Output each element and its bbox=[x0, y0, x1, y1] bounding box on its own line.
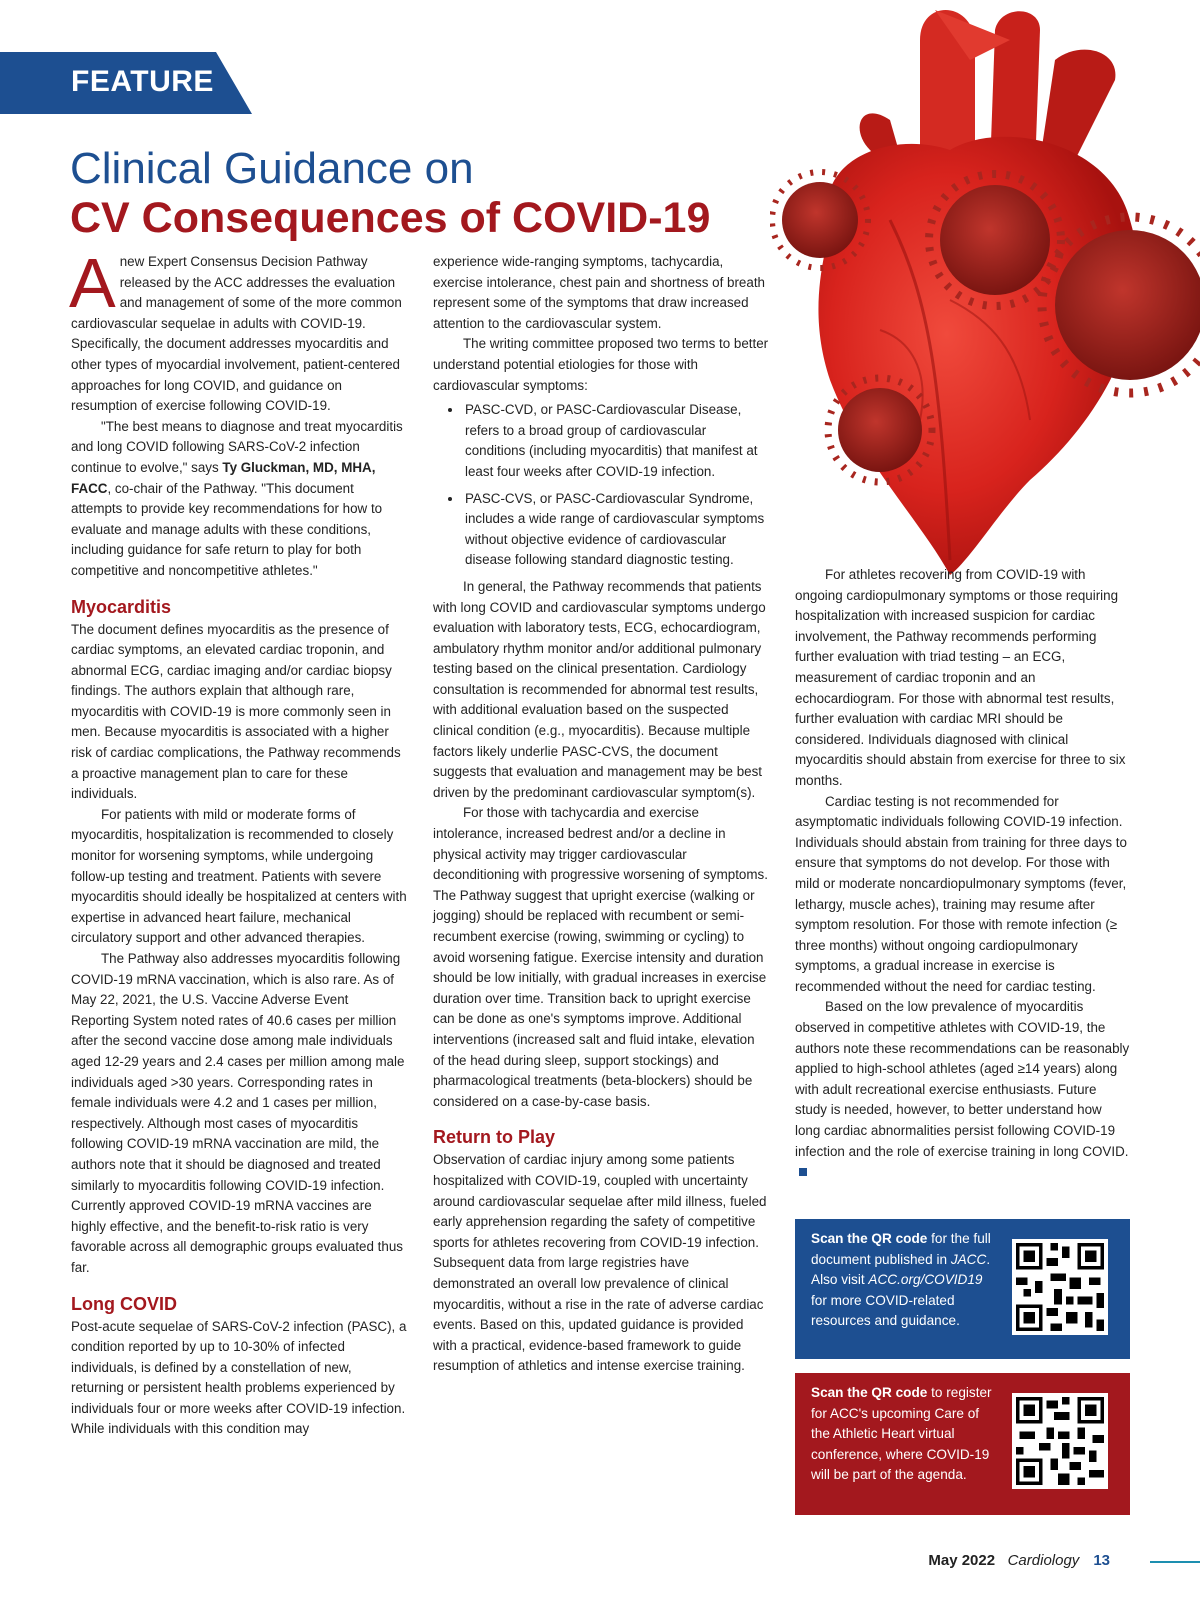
article-column-2 bbox=[433, 252, 769, 1377]
qr1-link[interactable]: ACC.org/COVID19 bbox=[868, 1272, 983, 1287]
return-to-play-paragraph-4 bbox=[795, 997, 1130, 1182]
footer-rule bbox=[1150, 1561, 1200, 1563]
intro-text: new Expert Consensus Decision Pathway released by the ACC addresses the evaluation and management of some of the more common cardiovascular sequelae in adults with COVID-19. Specifically, the document addresses myocarditis and other types of myocardial involvement, patient-centered approaches for long COVID, and guidance on resumption of exercise following COVID-19. bbox=[71, 254, 402, 414]
qr-callout-jacc bbox=[795, 1219, 1130, 1359]
heading-myocarditis: Myocarditis bbox=[71, 596, 172, 617]
footer-date: May 2022 bbox=[928, 1552, 996, 1569]
pasc-term-list bbox=[433, 400, 769, 571]
heart-virus-illustration bbox=[770, 0, 1200, 580]
intro-paragraph bbox=[69, 244, 407, 417]
drop-cap: A bbox=[69, 244, 116, 322]
quote-text-b: , co-chair of the Pathway. "This document attempts to provide key recommendations for how to evaluate and manage adults with these conditions, including guidance for safe return to play for both competitive and noncompetitive athletes." bbox=[71, 480, 383, 578]
footer-magazine: Cardiology bbox=[1007, 1552, 1080, 1569]
qr1-text-1: for the full document published in bbox=[811, 1231, 991, 1267]
quote-text-a: "The best means to diagnose and treat myocarditis and long COVID following SARS-CoV-2 infection continue to evolve," says bbox=[71, 418, 403, 475]
article-title-line2: CV Consequences of COVID-19 bbox=[70, 194, 711, 242]
article-title-line1: Clinical Guidance on bbox=[70, 144, 474, 193]
qr1-text-2: . Also visit bbox=[811, 1251, 991, 1287]
myocarditis-paragraph-2: For patients with mild or moderate forms of myocarditis, hospitalization is recommended to closely monitor for worsening symptoms, while undergoing follow-up testing and treatment. Patients with severe myocarditis should ideally be hospitalized at centers with expertise in advanced heart failure, mechanical circulatory support and other advanced therapies. bbox=[71, 806, 407, 946]
qr1-bold: Scan the QR code bbox=[811, 1231, 928, 1246]
myocarditis-paragraph-3: The Pathway also addresses myocarditis following COVID-19 mRNA vaccination, which is also rare. As of May 22, 2021, the U.S. Vaccine Adverse Event Reporting System noted rates of 40.6 cases per million after the second vaccine dose among male individuals aged 12-29 years and 2.4 cases per million among male individuals aged >30 years. Corresponding rates in female individuals were 4.2 and 1 cases per million, respectively. Although most cases of myocarditis following COVID-19 mRNA vaccination are mild, the authors note that it should be diagnosed and treated similarly to myocarditis following COVID-19 infection. Currently approved COVID-19 mRNA vaccines are highly effective, and the benefit-to-risk ratio is very favorable across all demographic groups evaluated thus far. bbox=[71, 951, 405, 1275]
qr-code-icon[interactable] bbox=[1012, 1239, 1108, 1335]
heading-long-covid: Long COVID bbox=[71, 1293, 177, 1314]
qr2-text-1: to register for ACC's upcoming Care of the Athletic Heart virtual conference, where COVID-19 will be part of the agenda. bbox=[811, 1385, 992, 1482]
quote-author: Ty Gluckman, MD, MHA, FACC bbox=[71, 459, 376, 496]
list-item-pasc-cvd: • PASC-CVD, or PASC-Cardiovascular Disease, refers to a broad group of cardiovascular conditions (including myocarditis) that manifest at least four weeks after COVID-19 infection. bbox=[463, 400, 769, 482]
myocarditis-paragraph-1: The document defines myocarditis as the presence of cardiac symptoms, an elevated cardiac troponin, and abnormal ECG, cardiac imaging and/or cardiac biopsy findings. The authors explain that although rare, myocarditis with COVID-19 is more commonly seen in men. Because myocarditis is associated with a higher risk of cardiac complications, the Pathway recommends a proactive management plan to care for these individuals. bbox=[71, 621, 401, 802]
article-column-1 bbox=[69, 244, 407, 1440]
long-covid-paragraph-5: For those with tachycardia and exercise intolerance, increased bedrest and/or a decline in physical activity may trigger cardiovascular deconditioning with progressive worsening of symptoms. The Pathway suggest that upright exercise (walking or jogging) should be replaced with recumbent or semi-recumbent exercise (rowing, swimming or cycling) to avoid worsening fatigue. Exercise intensity and duration should be low initially, with gradual increases in exercise duration over time. Transition back to upright exercise can be done as one's symptoms improve. Additional interventions (increased salt and fluid intake, elevation of the head during sleep, support stockings) and pharmacological treatments (beta-blockers) should be considered on a case-by-case basis. bbox=[433, 805, 768, 1109]
qr-code-icon[interactable] bbox=[1012, 1393, 1108, 1489]
qr-callout-conference bbox=[795, 1373, 1130, 1515]
return-to-play-paragraph-4-text: Based on the low prevalence of myocarditis observed in competitive athletes with COVID-19, the authors note these recommendations can be reasonably applied to high-school athletes (aged ≥14 years) along with adult recreational exercise enthusiasts. Future study is needed, however, to better understand how long cardiac abnormalities persist following COVID-19 infection and the role of exercise training in long COVID. bbox=[795, 999, 1130, 1159]
long-covid-paragraph-2: experience wide-ranging symptoms, tachycardia, exercise intolerance, chest pain and shortness of breath represent some of the symptoms that draw increased attention to the cardiovascular system. bbox=[433, 254, 765, 331]
return-to-play-paragraph-1: Observation of cardiac injury among some patients hospitalized with COVID-19, coupled with uncertainty around cardiovascular sequelae after mild illness, fueled early apprehension regarding the safety of competitive sports for athletes recovering from COVID-19 infection. Subsequent data from large registries have demonstrated an overall low prevalence of clinical myocarditis, without a rise in the rate of adverse cardiac events. Based on this, updated guidance is provided with a practical, evidence-based framework to guide resumption of athletics and intense exercise training. bbox=[433, 1152, 767, 1374]
qr1-journal: JACC bbox=[950, 1251, 987, 1267]
return-to-play-paragraph-2: For athletes recovering from COVID-19 with ongoing cardiopulmonary symptoms or those requiring hospitalization with increased suspicion for cardiac involvement, the Pathway recommends performing further evaluation with triad testing – an ECG, measurement of cardiac troponin and an echocardiogram. For those with abnormal test results, further evaluation with cardiac MRI should be considered. Individuals diagnosed with clinical myocarditis should abstain from exercise for three to six months. bbox=[795, 567, 1126, 788]
end-mark-icon bbox=[799, 1168, 807, 1176]
return-to-play-paragraph-3: Cardiac testing is not recommended for asymptomatic individuals following COVID-19 infection. Individuals should abstain from training for three days to ensure that symptoms do not develop. For those with mild or moderate noncardiopulmonary symptoms (fever, lethargy, muscle aches), training may resume after symptom resolution. For those with remote infection (≥ three months) without ongoing cardiopulmonary symptoms, a gradual increase in exercise is recommended without the need for cardiac testing. bbox=[795, 793, 1127, 994]
qr1-text-3: for more COVID-related resources and guidance. bbox=[811, 1292, 960, 1328]
long-covid-paragraph-1: Post-acute sequelae of SARS-CoV-2 infection (PASC), a condition reported by up to 10-30% of infected individuals, is defined by a constellation of new, returning or persistent health problems experienced by individuals four or more weeks after COVID-19 infection. While individuals with this condition may bbox=[71, 1318, 407, 1437]
list-item-pasc-cvs: • PASC-CVS, or PASC-Cardiovascular Syndrome, includes a wide range of cardiovascular symptoms without objective evidence of cardiovascular disease following standard diagnostic testing. bbox=[463, 489, 769, 571]
qr-callout-conference-text bbox=[811, 1383, 996, 1486]
quote-paragraph bbox=[71, 417, 407, 582]
qr-callout-jacc-text bbox=[811, 1229, 996, 1332]
qr2-bold: Scan the QR code bbox=[811, 1385, 928, 1400]
heading-return-to-play: Return to Play bbox=[433, 1127, 556, 1148]
long-covid-paragraph-4: In general, the Pathway recommends that patients with long COVID and cardiovascular symptoms undergo evaluation with laboratory tests, ECG, echocardiogram, ambulatory rhythm monitor and/or additional pulmonary testing based on the clinical presentation. Cardiology consultation is recommended for abnormal test results, with additional evaluation based on the suspected clinical condition (e.g., myocarditis). Because multiple factors likely underlie PASC-CVS, the document suggests that evaluation and management may be best driven by the predominant cardiovascular symptom(s). bbox=[433, 578, 766, 800]
feature-banner-label: FEATURE bbox=[71, 65, 214, 98]
page-number: 13 bbox=[1093, 1552, 1110, 1569]
long-covid-paragraph-3: The writing committee proposed two terms to better understand potential etiologies for those with cardiovascular symptoms: bbox=[433, 336, 769, 393]
page-footer bbox=[928, 1552, 1110, 1569]
article-column-3 bbox=[795, 565, 1130, 1183]
